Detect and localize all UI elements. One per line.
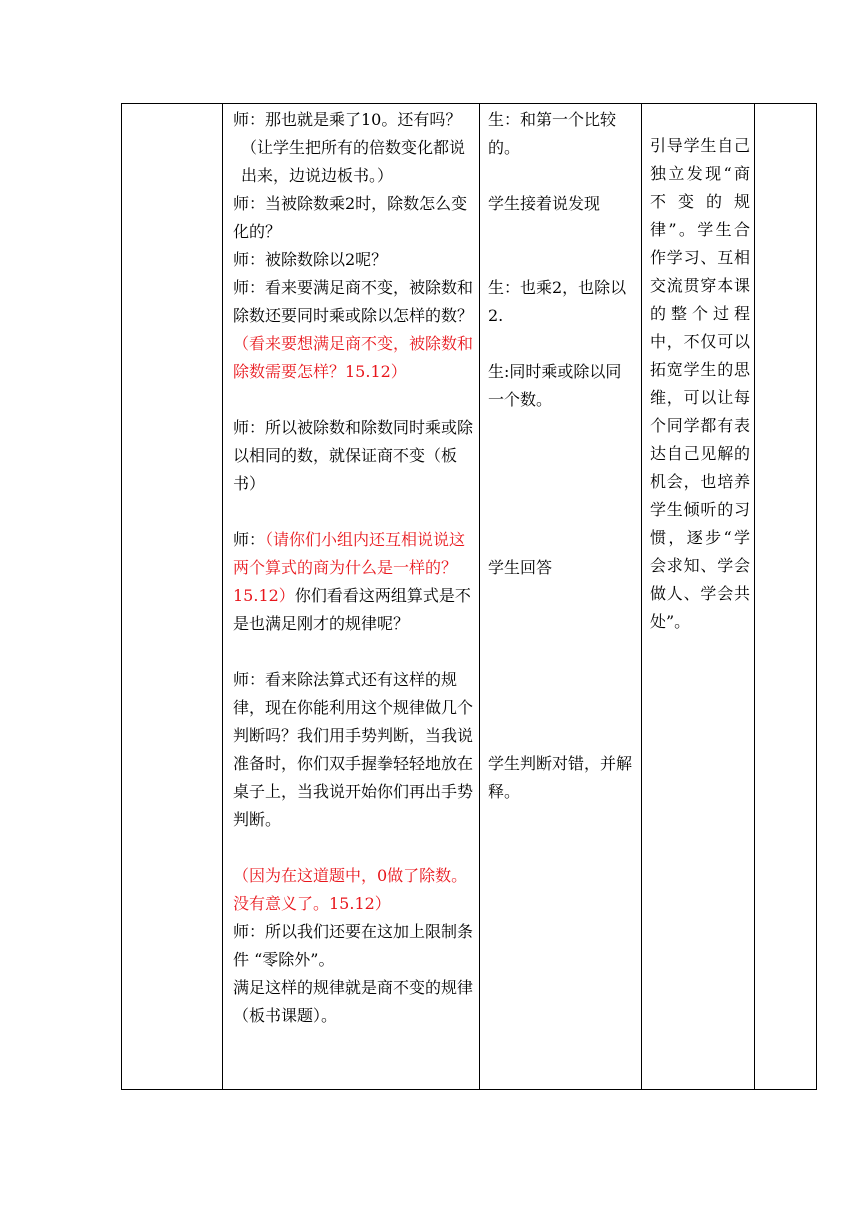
teacher-line: 师：当被除数乘2时，除数怎么变化的？ — [233, 194, 468, 241]
lesson-plan-table — [121, 103, 817, 1090]
red-revision-note: （因为在这道题中，0做了除数。没有意义了。15.12） — [233, 866, 468, 913]
teacher-line: 满足这样的规律就是商不变的规律（板书课题）。 — [233, 978, 474, 1025]
teacher-line: 师：那也就是乘了10。还有吗？ — [233, 110, 462, 129]
column-divider — [222, 104, 223, 1089]
student-line: 生：也乘2，也除以2. — [488, 278, 627, 325]
student-line: 生:同时乘或除以同一个数。 — [488, 362, 622, 409]
red-revision-note: （看来要想满足商不变，被除数和除数需要怎样？15.12） — [233, 334, 474, 381]
red-revision-note: （请你们小组内还互相说说这两个算式的商为什么是一样的？15.12） — [233, 530, 466, 605]
student-line: 学生接着说发现 — [488, 194, 601, 213]
teacher-line: 师：被除数除以2呢？ — [233, 250, 388, 269]
student-line: 学生回答 — [488, 558, 553, 577]
design-intent-text: 引导学生自己独立发现“商不变的规律”。学生合作学习、互相交流贯穿本课的整个过程中，不仅可以拓宽学生的思维，可以让每个同学都有表达自己见解的机会，也培养学生倾听的习惯，逐步“学会求知、学会做人、学会共处”。 — [650, 136, 750, 631]
teacher-activity-column — [225, 104, 480, 1030]
teacher-line: 师：看来要满足商不变，被除数和除数还要同时乘或除以怎样的数？ — [233, 278, 474, 325]
teacher-prefix: 师： — [233, 530, 266, 549]
teacher-line: 师：看来除法算式还有这样的规律，现在你能利用这个规律做几个判断吗？我们用手势判断，当我说准备时，你们双手握拳轻轻地放在桌子上，当我说开始你们再出手势判断。 — [233, 670, 474, 829]
student-line: 生：和第一个比较的。 — [488, 110, 617, 157]
design-intent-column — [643, 104, 754, 636]
teacher-line: 师：所以被除数和除数同时乘或除以相同的数，就保证商不变（板书） — [233, 418, 474, 493]
teacher-suffix: 你们看看这两组算式是不是也满足刚才的规律呢？ — [233, 586, 471, 633]
student-activity-column — [482, 104, 642, 806]
column-divider — [754, 104, 755, 1089]
student-line: 学生判断对错，并解释。 — [488, 754, 633, 801]
teacher-note: （让学生把所有的倍数变化都说出来，边说边板书。） — [241, 138, 466, 185]
teacher-line: 师：所以我们还要在这加上限制条件 “零除外”。 — [233, 922, 474, 969]
teacher-line-mixed — [233, 526, 474, 638]
